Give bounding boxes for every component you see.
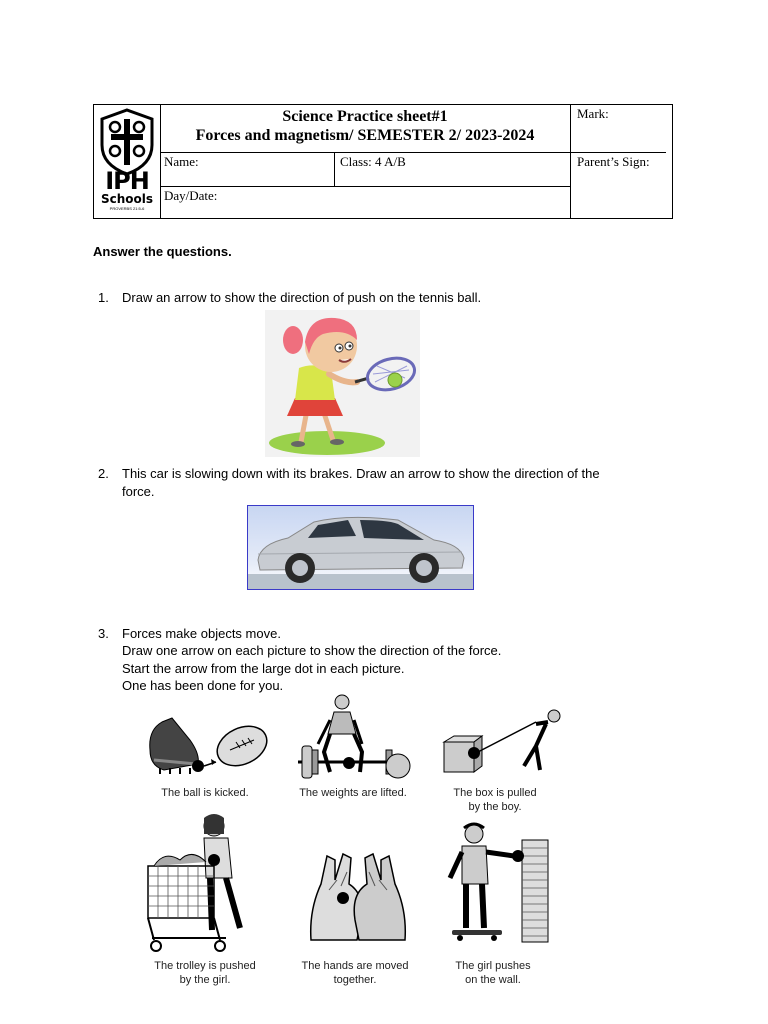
caption: The girl pushes [455, 960, 531, 972]
mark-label: Mark: [577, 106, 609, 121]
daydate-label: Day/Date: [164, 188, 218, 203]
sheet-title: Science Practice sheet#1 [282, 108, 448, 125]
caption: The box is pulled [453, 787, 537, 799]
question-text: Start the arrow from the large dot in each picture. [122, 661, 405, 676]
divider [570, 105, 571, 218]
question-text: Draw one arrow on each picture to show the direction of the force. [122, 643, 502, 658]
school-logo [97, 107, 157, 215]
question-number: 1. [98, 290, 109, 305]
caption: on the wall. [465, 974, 521, 986]
parent-sign-label: Parent’s Sign: [577, 154, 650, 169]
question-number: 3. [98, 626, 109, 641]
divider [160, 186, 570, 187]
picture-trolley-pushed [140, 812, 265, 954]
car-picture [247, 505, 474, 590]
picture-box-pulled [440, 708, 565, 780]
caption: The hands are moved [301, 960, 409, 972]
divider [334, 152, 335, 186]
class-label: Class: 4 A/B [340, 154, 406, 169]
logo-schools: Schools [100, 192, 154, 206]
caption: The ball is kicked. [161, 787, 249, 799]
name-label: Name: [164, 154, 199, 169]
caption: by the boy. [468, 801, 522, 813]
question-number: 2. [98, 466, 109, 481]
caption: by the girl. [179, 974, 231, 986]
picture-ball-kicked [140, 710, 270, 780]
question-text: Forces make objects move. [122, 626, 281, 641]
instructions: Answer the questions. [93, 244, 232, 259]
question-text: One has been done for you. [122, 678, 284, 693]
logo-iph: IPH [105, 167, 149, 195]
question-text: force. [122, 484, 155, 499]
question-text: This car is slowing down with its brakes. Draw an arrow to show the direction of the [122, 466, 600, 481]
caption: together. [333, 974, 377, 986]
picture-weights-lifted [290, 692, 415, 780]
question-text: Draw an arrow to show the direction of push on the tennis ball. [122, 290, 482, 305]
logo-motto: PROVERBS 21:5-6 [109, 206, 145, 211]
picture-girl-pushes-wall [440, 822, 550, 944]
picture-hands-together [305, 850, 410, 942]
tennis-girl-picture [265, 310, 420, 457]
caption: The trolley is pushed [154, 960, 256, 972]
divider [160, 152, 666, 153]
caption: The weights are lifted. [299, 787, 407, 799]
sheet-subtitle: Forces and magnetism/ SEMESTER 2/ 2023-2024 [195, 127, 535, 144]
